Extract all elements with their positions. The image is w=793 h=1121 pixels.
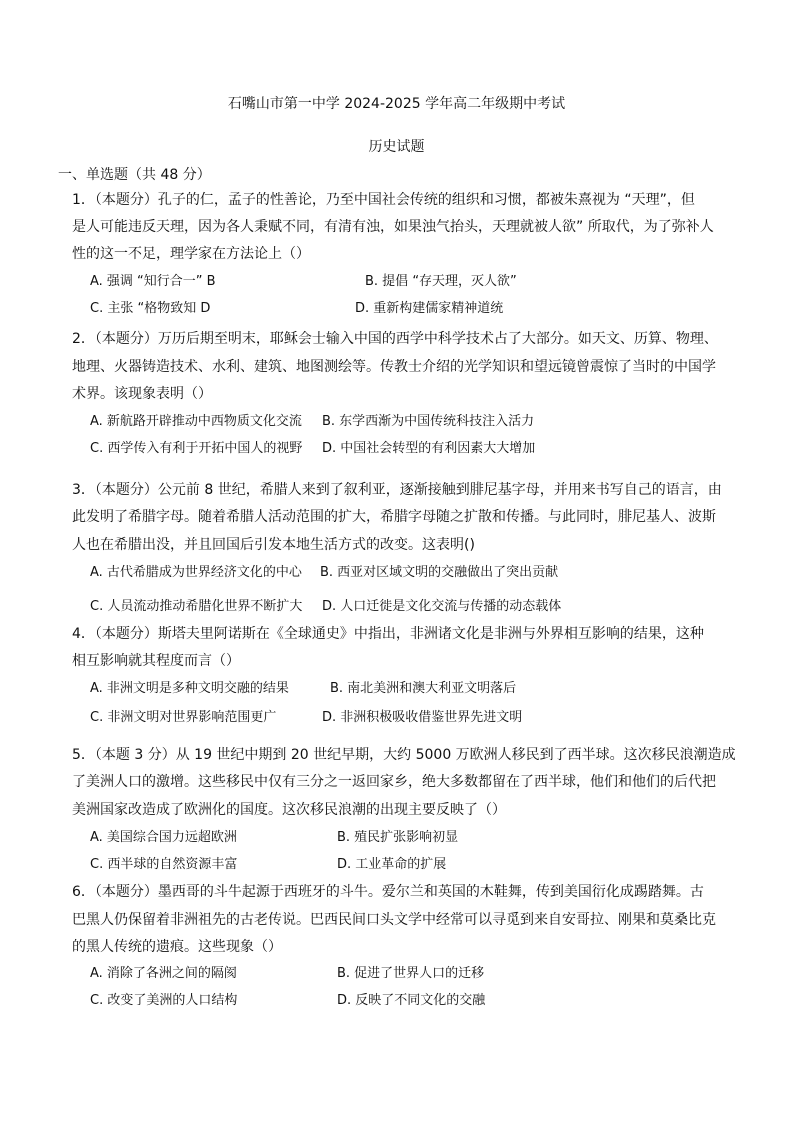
question-text-line: 了美洲人口的激增。这些移民中仅有三分之一返回家乡，绝大多数都留在了西半球，他们和他们的后代把 — [72, 774, 716, 790]
option-a: A. 消除了各洲之间的隔阂 — [90, 966, 237, 981]
question-text-line: 此发明了希腊字母。随着希腊人活动范围的扩大，希腊字母随之扩散和传播。与此同时，腓尼基人、波斯 — [72, 509, 716, 525]
option-a: A. 新航路开辟推动中西物质文化交流 — [90, 414, 302, 429]
option-b: B. 提倡 “存天理，灭人欲” — [365, 274, 517, 289]
option-a: A. 非洲文明是多种文明交融的结果 — [90, 681, 289, 696]
option-a: A. 强调 “知行合一” B — [90, 274, 216, 289]
question-text-line: 术界。该现象表明（） — [72, 386, 212, 402]
question-text-line: 5．（本题 3 分）从 19 世纪中期到 20 世纪早期，大约 5000 万欧洲人移民到了西半球。这次移民浪潮造成 — [72, 747, 736, 763]
exam-title: 石嘴山市第一中学 2024-2025 学年高二年级期中考试 — [227, 96, 566, 112]
section-heading: 一、单选题（共 48 分） — [58, 167, 211, 183]
exam-subject: 历史试题 — [368, 139, 425, 155]
option-b: B. 东学西渐为中国传统科技注入活力 — [322, 414, 535, 429]
question-text-line: 6．（本题分）墨西哥的斗牛起源于西班牙的斗牛。爱尔兰和英国的木鞋舞，传到美国衍化成踢踏舞。古 — [72, 884, 704, 900]
option-d: D. 反映了不同文化的交融 — [337, 993, 486, 1008]
question-text-line: 地理、火器铸造技术、水利、建筑、地图测绘等。传教士介绍的光学知识和望远镜曾震惊了当时的中国学 — [72, 359, 716, 375]
question-text-line: 人也在希腊出没，并且回国后引发本地生活方式的改变。这表明() — [72, 537, 475, 553]
question-text-line: 的黑人传统的遗痕。这些现象（） — [72, 939, 282, 955]
question-text-line: 相互影响就其程度而言（） — [72, 653, 240, 669]
question-text-line: 美洲国家改造成了欧洲化的国度。这次移民浪潮的出现主要反映了（） — [72, 802, 506, 818]
option-d: D. 中国社会转型的有利因素大大增加 — [322, 441, 536, 456]
option-b: B. 西亚对区域文明的交融做出了突出贡献 — [320, 565, 559, 580]
question-text-line: 4．（本题分）斯塔夫里阿诺斯在《全球通史》中指出，非洲诸文化是非洲与外界相互影响的结果，这种 — [72, 626, 704, 642]
question-text-line: 2．（本题分）万历后期至明末，耶稣会士输入中国的西学中科学技术占了大部分。如天文、历算、物理、 — [72, 331, 718, 347]
option-c: C. 人员流动推动希腊化世界不断扩大 — [90, 599, 303, 614]
option-d: D. 非洲积极吸收借鉴世界先进文明 — [322, 710, 523, 725]
option-c: C. 主张 “格物致知 D — [90, 301, 211, 316]
question-text-line: 1．（本题分）孔子的仁，孟子的性善论，乃至中国社会传统的组织和习惯，都被朱熹视为 “天理”，但 — [72, 192, 695, 208]
option-d: D. 工业革命的扩展 — [337, 857, 447, 872]
question-text-line: 是人可能违反天理，因为各人秉赋不同，有清有浊，如果浊气抬头，天理就被人欲” 所取代，为了弥补人 — [72, 219, 714, 235]
option-d: D. 重新构建儒家精神道统 — [355, 301, 504, 316]
question-text-line: 巴黑人仍保留着非洲祖先的古老传说。巴西民间口头文学中经常可以寻觅到来自安哥拉、刚果和莫桑比克 — [72, 912, 716, 928]
option-b: B. 殖民扩张影响初显 — [337, 830, 459, 845]
option-c: C. 西半球的自然资源丰富 — [90, 857, 238, 872]
option-b: B. 南北美洲和澳大利亚文明落后 — [330, 681, 517, 696]
option-a: A. 美国综合国力远超欧洲 — [90, 830, 237, 845]
option-d: D. 人口迁徙是文化交流与传播的动态载体 — [322, 599, 562, 614]
question-text-line: 性的这一不足，理学家在方法论上（） — [72, 246, 310, 262]
option-a: A. 古代希腊成为世界经济文化的中心 — [90, 565, 302, 580]
option-c: C. 西学传入有利于开拓中国人的视野 — [90, 441, 303, 456]
option-c: C. 改变了美洲的人口结构 — [90, 993, 238, 1008]
option-b: B. 促进了世界人口的迁移 — [337, 966, 485, 981]
option-c: C. 非洲文明对世界影响范围更广 — [90, 710, 277, 725]
question-text-line: 3．（本题分）公元前 8 世纪，希腊人来到了叙利亚，逐渐接触到腓尼基字母，并用来书写自己的语言，由 — [72, 482, 722, 498]
